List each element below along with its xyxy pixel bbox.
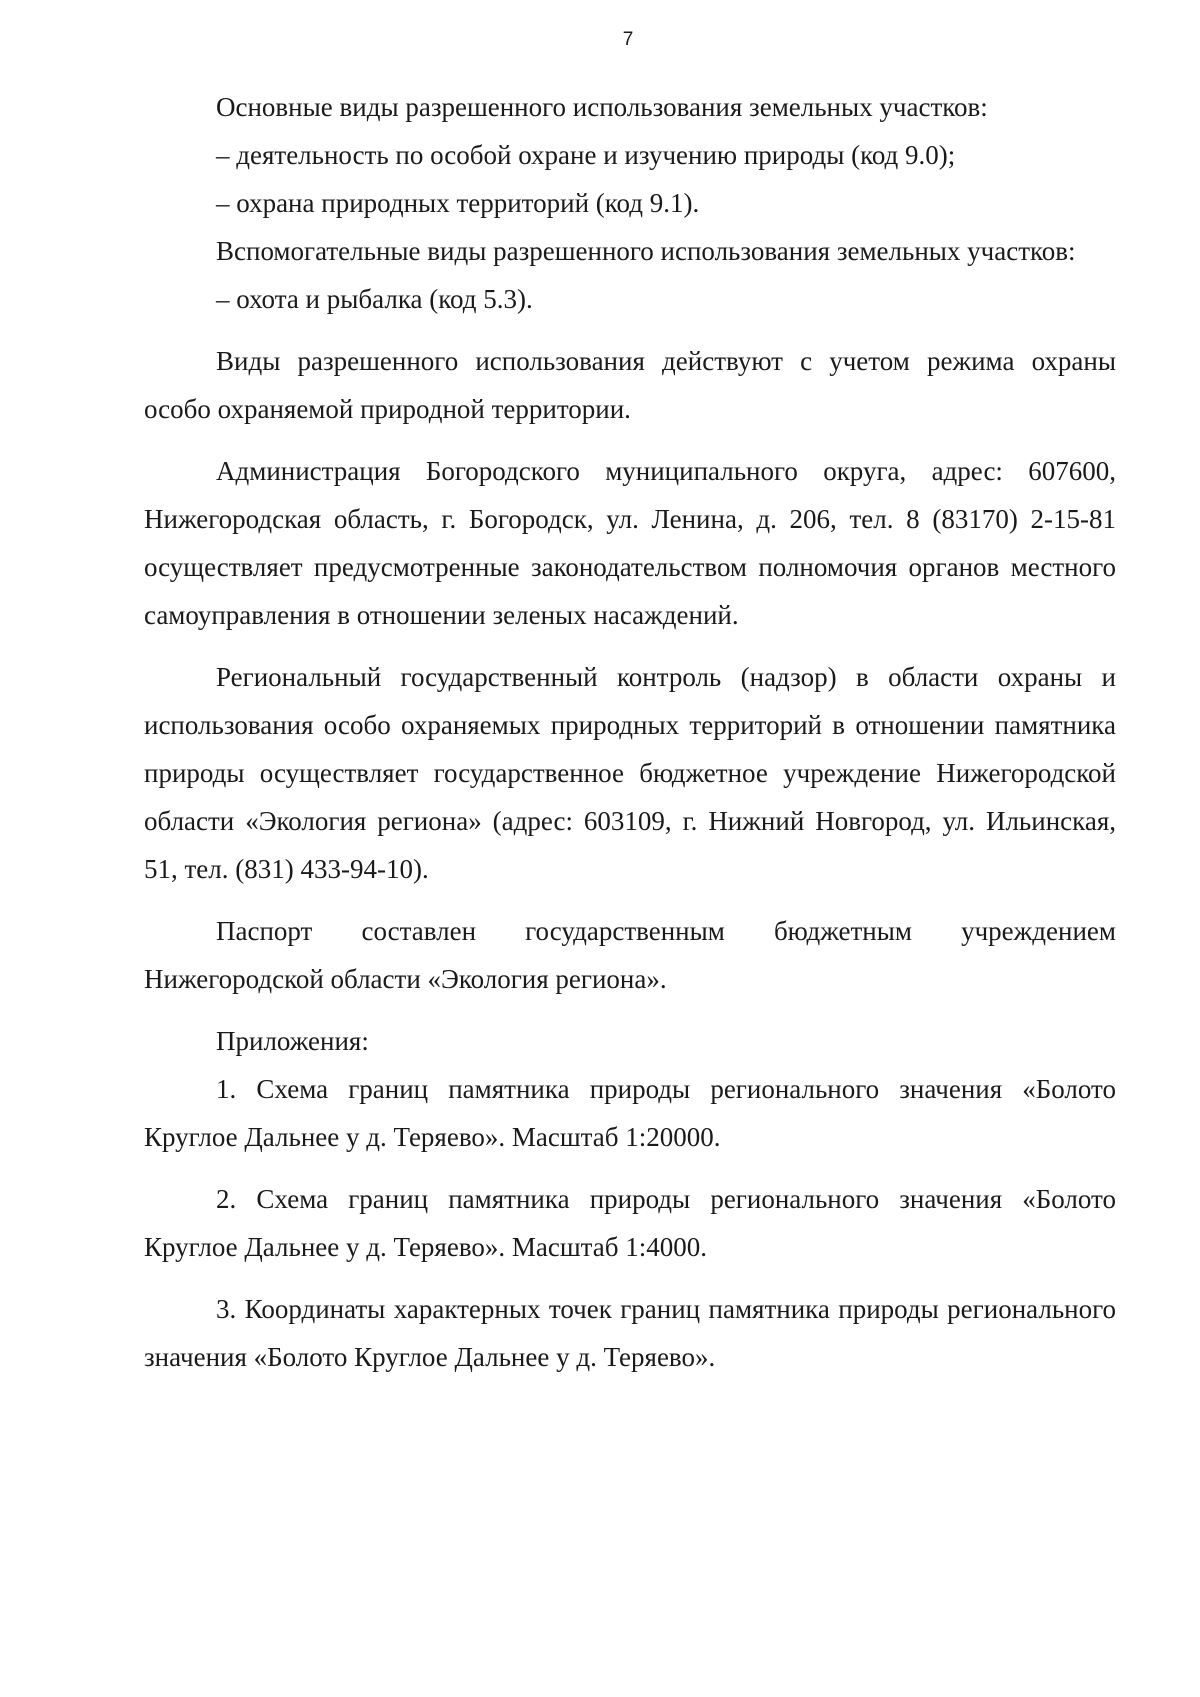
list-item-natural-territories-protection: – охрана природных территорий (код 9.1). (216, 188, 700, 218)
paragraph-uses-regime: Виды разрешенного использования действуют с учетом режима охраны особо охраняемой природной территории. (144, 346, 1116, 424)
paragraph-appendices-heading: Приложения: (216, 1026, 369, 1056)
appendix-item-1: 1. Схема границ памятника природы регионального значения «Болото Круглое Дальнее у д. Теряево». Масштаб 1:20000. (144, 1074, 1116, 1152)
page-number: 7 (622, 29, 634, 50)
document-body (144, 83, 1116, 1395)
paragraph-administration: Администрация Богородского муниципального округа, адрес: 607600, Нижегородская область, г. Богородск, ул. Ленина, д. 206, тел. 8 (83170) 2-15-81 осуществляет предусмотренные законодательством полномочия органов местного самоуправления в отношении зеленых насаждений. (144, 456, 1116, 630)
paragraph-auxiliary-permitted-uses-heading: Вспомогательные виды разрешенного использования земельных участков: (216, 236, 1076, 266)
appendix-item-2: 2. Схема границ памятника природы регионального значения «Болото Круглое Дальнее у д. Теряево». Масштаб 1:4000. (144, 1184, 1116, 1262)
paragraph-regional-control: Региональный государственный контроль (надзор) в области охраны и использования особо охраняемых природных территорий в отношении памятника природы осуществляет государственное бюджетное учреждение Нижегородской области «Экология региона» (адрес: 603109, г. Нижний Новгород, ул. Ильинская, 51, тел. (831) 433-94-10). (144, 662, 1116, 884)
list-item-hunting-fishing: – охота и рыбалка (код 5.3). (216, 284, 533, 314)
appendix-item-3: 3. Координаты характерных точек границ памятника природы регионального значения «Болото Круглое Дальнее у д. Теряево». (144, 1294, 1116, 1372)
paragraph-main-permitted-uses-heading: Основные виды разрешенного использования земельных участков: (216, 92, 988, 122)
list-item-nature-protection-activity: – деятельность по особой охране и изучению природы (код 9.0); (216, 140, 956, 170)
paragraph-passport-compiled: Паспорт составлен государственным бюджетным учреждением Нижегородской области «Экология региона». (144, 916, 1116, 994)
